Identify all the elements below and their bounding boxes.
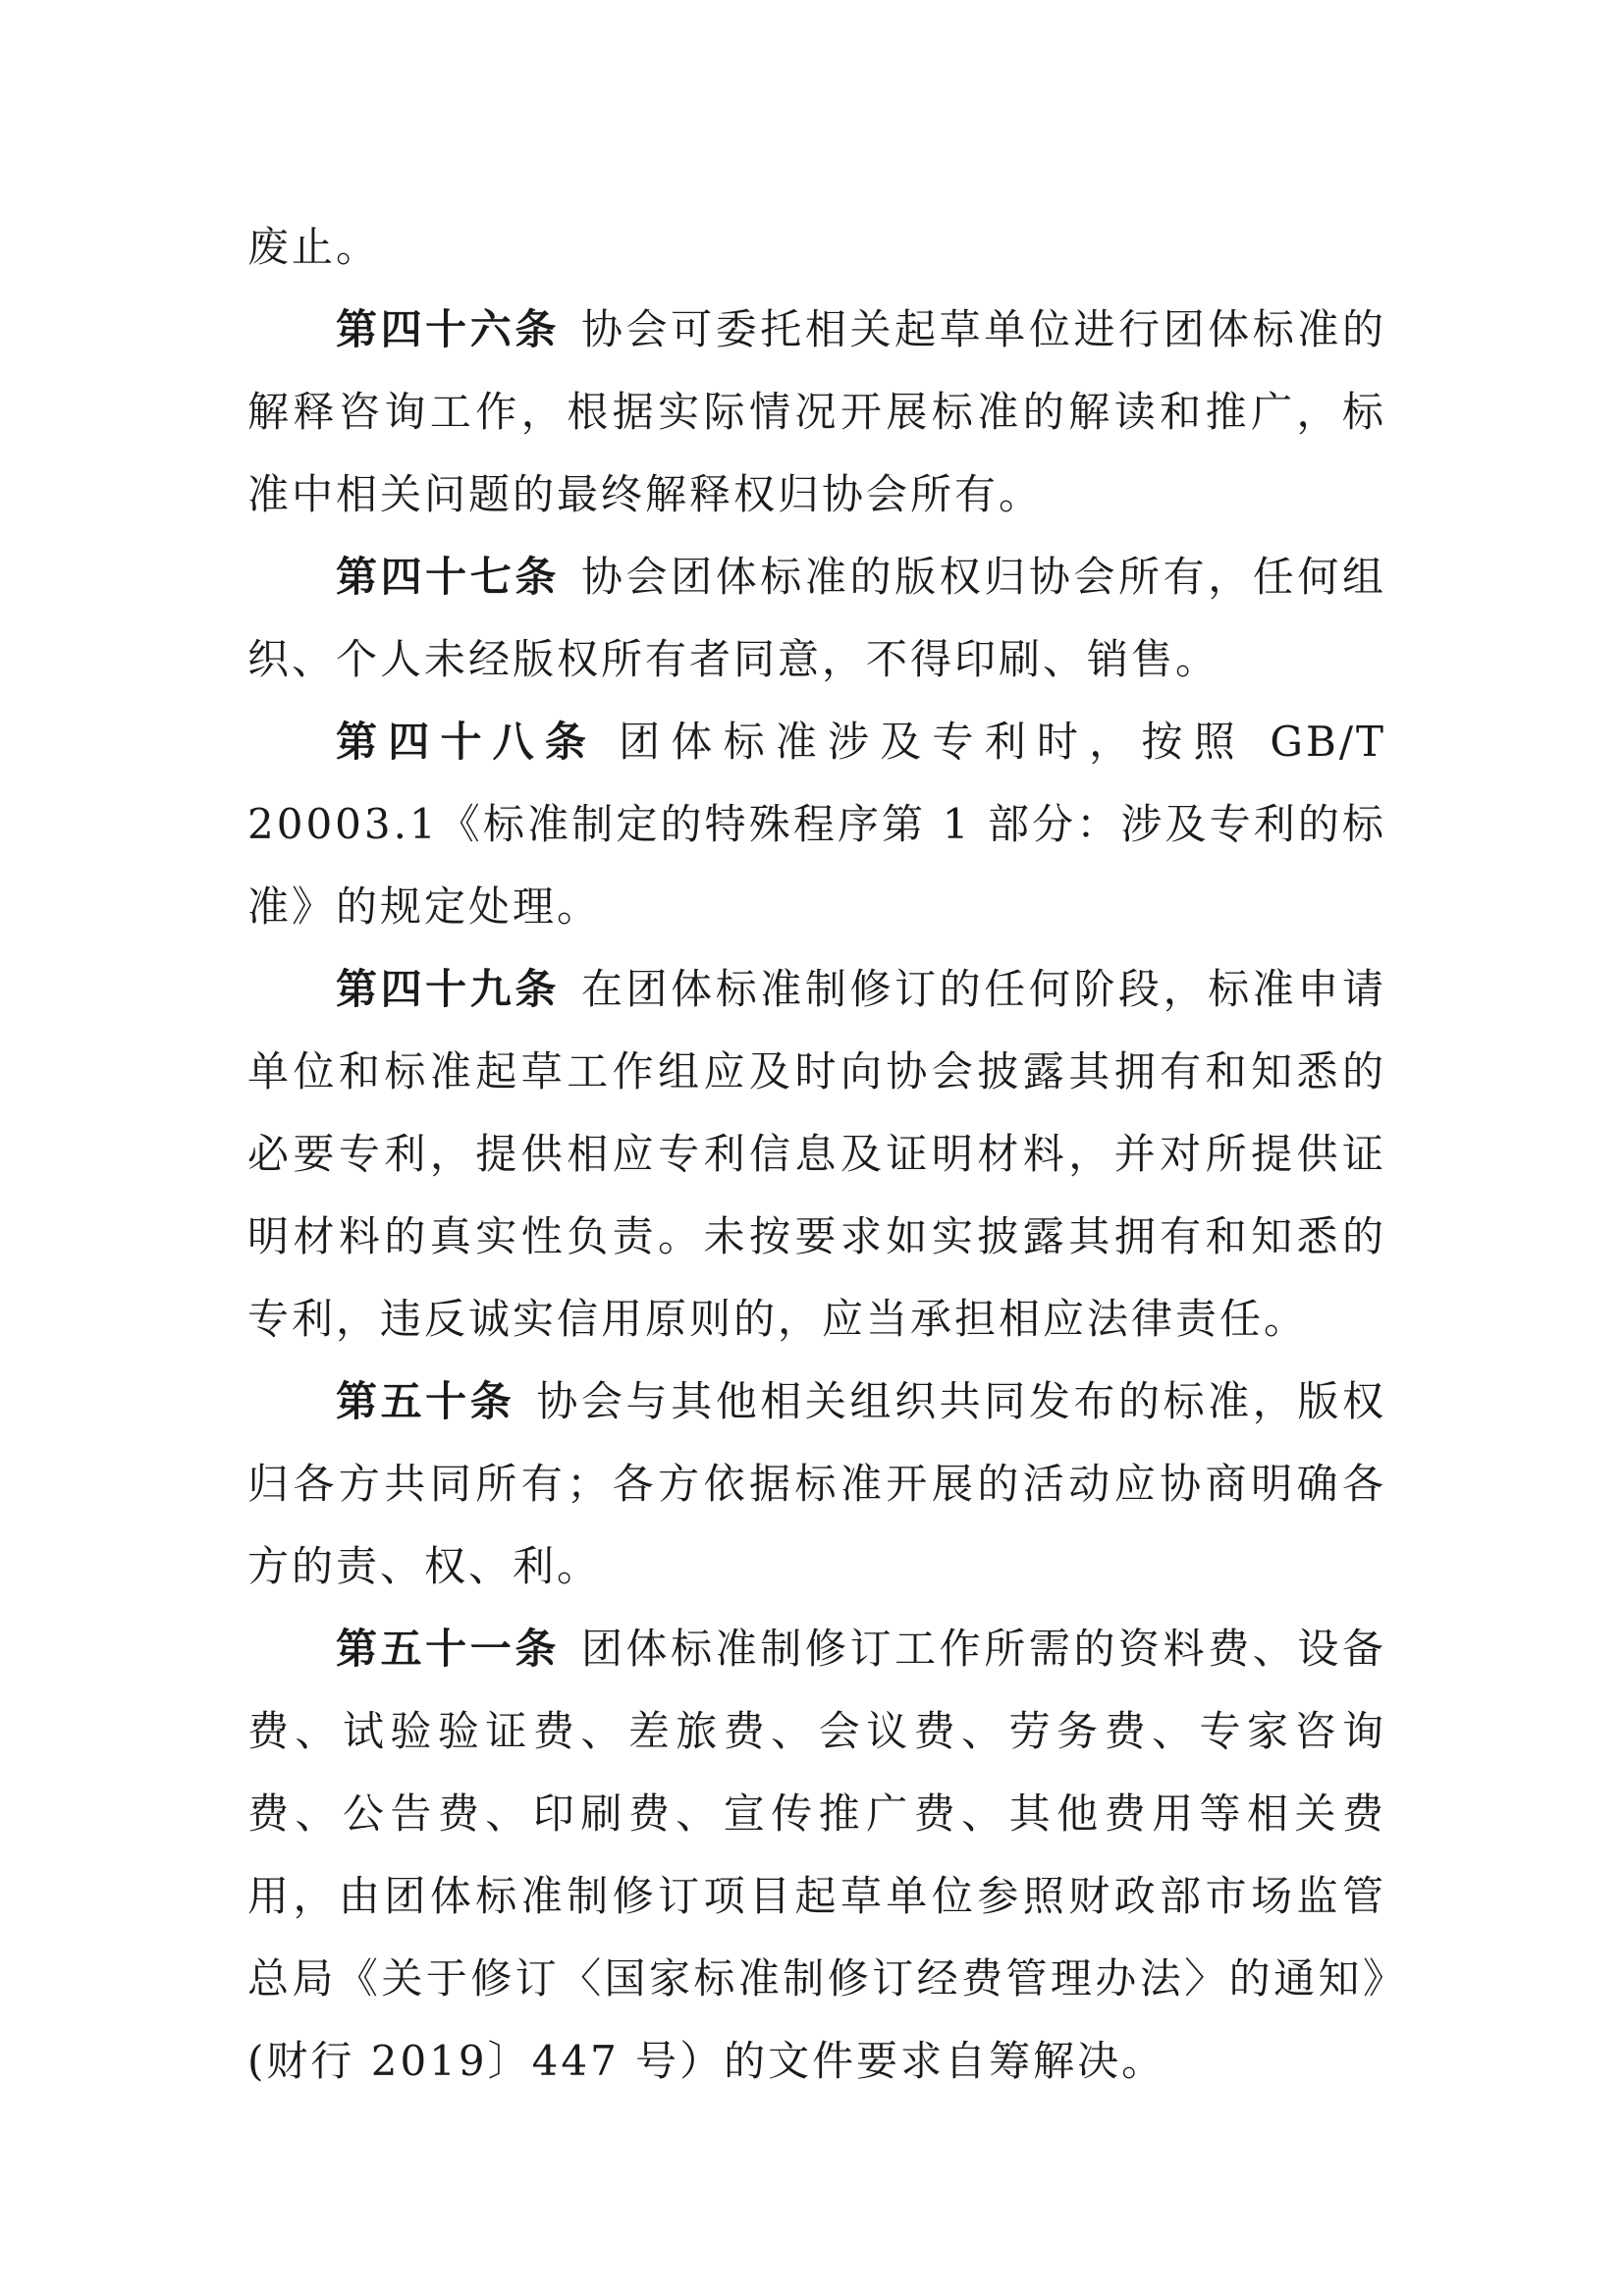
article-text: 协会与其他相关组织共同发布的标准，版权归各方共同所有；各方依据标准开展的活动应协商明确各方的责、权、利。 bbox=[247, 1377, 1386, 1590]
article-50 bbox=[247, 1361, 1386, 1608]
article-number: 第四十七条 bbox=[336, 553, 560, 601]
article-text: 团体标准涉及专利时，按照 GB/T 20003.1《标准制定的特殊程序第 1 部分：涉及专利的标准》的规定处理。 bbox=[247, 718, 1386, 931]
document-body bbox=[247, 206, 1386, 2103]
paragraph-continuation bbox=[247, 206, 1386, 289]
article-text: 协会团体标准的版权归协会所有，任何组织、个人未经版权所有者同意，不得印刷、销售。 bbox=[247, 553, 1386, 683]
article-text: 团体标准制修订工作所需的资料费、设备费、试验验证费、差旅费、会议费、劳务费、专家咨询费、公告费、印刷费、宣传推广费、其他费用等相关费用，由团体标准制修订项目起草单位参照财政部市场监管总局《关于修订〈国家标准制修订经费管理办法〉的通知》(财行 2019〕447 号）的文件要求自筹解决。 bbox=[247, 1625, 1386, 2085]
article-46 bbox=[247, 289, 1386, 536]
article-number: 第五十条 bbox=[336, 1377, 515, 1425]
article-text: 在团体标准制修订的任何阶段，标准申请单位和标准起草工作组应及时向协会披露其拥有和知悉的必要专利，提供相应专利信息及证明材料，并对所提供证明材料的真实性负责。未按要求如实披露其拥有和知悉的专利，违反诚实信用原则的，应当承担相应法律责任。 bbox=[247, 965, 1386, 1343]
article-number: 第四十八条 bbox=[336, 718, 598, 766]
article-number: 第四十九条 bbox=[336, 965, 560, 1013]
article-49 bbox=[247, 948, 1386, 1361]
article-text: 协会可委托相关起草单位进行团体标准的解释咨询工作，根据实际情况开展标准的解读和推广，标准中相关问题的最终解释权归协会所有。 bbox=[247, 305, 1386, 518]
article-number: 第四十六条 bbox=[336, 305, 560, 353]
article-number: 第五十一条 bbox=[336, 1625, 560, 1673]
article-47 bbox=[247, 536, 1386, 701]
paragraph-text: 废止。 bbox=[247, 223, 381, 271]
article-51 bbox=[247, 1608, 1386, 2103]
article-48 bbox=[247, 701, 1386, 948]
